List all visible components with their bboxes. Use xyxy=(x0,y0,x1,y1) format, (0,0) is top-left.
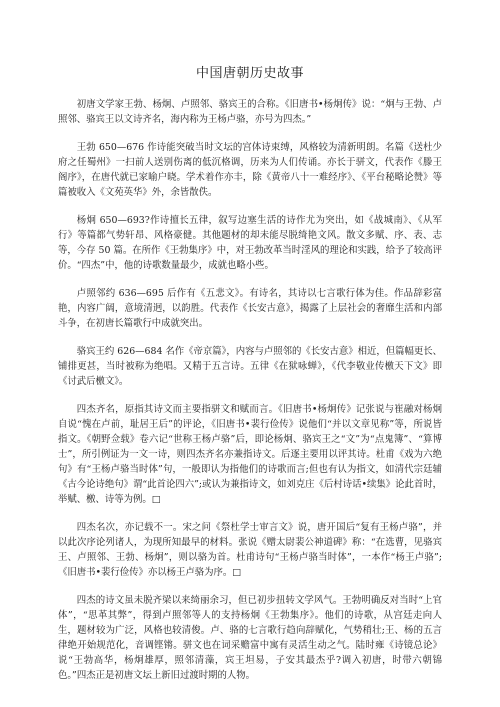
paragraph-ranking: 四杰名次，亦记载不一。宋之问《祭杜学士审言文》说，唐开国后“复有王杨卢骆”，并以此次序论列诸人，为现所知最早的材料。张说《赠太尉裴公神道碑》称：“在选曹，见骆宾王、卢照邻、王勃、杨炯”，则以骆为首。杜甫诗句“王杨卢骆当时体”，一本作“杨王卢骆”;《旧唐书•裴行俭传》亦以杨王卢骆为序。□ xyxy=(58,522,442,578)
paragraph-wang-bo: 王勃 650—676 作诗能突破当时文坛的宫体诗束缚，风格较为清新明朗。名篇《送杜少府之任蜀州》一扫前人送别伤离的低沉格调，历来为人们传诵。亦长于骈文，代表作《滕王阁序》，在唐代就已家喻户晓。学术着作亦丰，除《黄帝八十一难经序》、《平台秘略论赞》等篇被收入《文苑英华》外，余皆散佚。 xyxy=(58,142,442,198)
paragraph-yang-jiong: 杨炯 650—693?作诗擅长五律，叙写边塞生活的诗作尤为突出，如《战城南》、《从军行》等篇都气势轩昂、风格豪健。其他题材的却未能尽脱绮艳文风。散文多赋、序、表、志等，今存 50 篇。在所作《王勃集序》中，对王勃改革当时淫风的理论和实践，给予了较高评价。“四杰”中，他的诗歌数量最少，成就也略小些。 xyxy=(58,215,442,271)
paragraph-legacy: 四杰的诗文虽未脱齐梁以来绮丽余习，但已初步扭转文学风气。王勃明确反对当时“上官体”，“思革其弊”，得到卢照邻等人的支持杨炯《王勃集序》。他们的诗歌，从宫廷走向人生，题材较为广泛，风格也较清俊。卢、骆的七言歌行趋向辞赋化，气势稍壮;王、杨的五言律绝开始规范化，音调铿锵。骈文也在词采赡富中寓有灵活生动之气。陆时雍《诗镜总论》说“王勃高华，杨炯雄厚，照邻清藻，宾王坦易，子安其最杰乎?调入初唐，时带六朝锦色。”四杰正是初唐文坛上新旧过渡时期的人物。 xyxy=(58,595,442,681)
document-title: 中国唐朝历史故事 xyxy=(195,66,304,81)
paragraph-fame: 四杰齐名，原指其诗文而主要指骈文和赋而言。《旧唐书•杨炯传》记张说与崔融对杨炯自说“愧在卢前，耻居王后”的评论，《旧唐书•裴行俭传》说他们“并以文章见称”等，所说皆指文。《朝野佥载》卷六记“世称王杨卢骆”后，即论杨炯、骆宾王之“文”为“点鬼簿”、“算博士”，所引例证为一文一诗，则四杰齐名亦兼指诗文。后逐主要用以评其诗。杜甫《戏为六绝句》有“王杨卢骆当时体”句，一般即认为指他们的诗歌而言;但也有认为指文，如清代宗廷辅《古今论诗绝句》谓“此首论四六”;或认为兼指诗文，如刘克庄《后村诗话•续集》论此首时，举赋、檄、诗等为例。□ xyxy=(58,404,442,505)
paragraph-intro: 初唐文学家王勃、杨炯、卢照邻、骆宾王的合称。《旧唐书•杨炯传》说：“炯与王勃、卢照邻、骆宾王以文诗齐名，海内称为王杨卢骆，亦号为四杰。” xyxy=(58,99,442,125)
document-body xyxy=(58,97,442,683)
paragraph-luo-binwang: 骆宾王约 626—684 名作《帝京篇》，内容与卢照邻的《长安古意》相近，但篇幅更长、铺排更甚，当时被称为绝唱。又精于五言诗。五律《在狱咏蝉》，《代李敬业传檄天下文》即《讨武后檄文》。 xyxy=(58,346,442,387)
paragraph-lu-zhaolin: 卢照邻约 636—695 后作有《五悲文》。有诗名，其诗以七言歌行体为佳。作品辞彩富艳，内容广阔，意境清迥，以韵胜。代表作《长安古意》，揭露了上层社会的奢靡生活和内部斗争，在初唐长篇歌行中成就突出。 xyxy=(58,288,442,329)
